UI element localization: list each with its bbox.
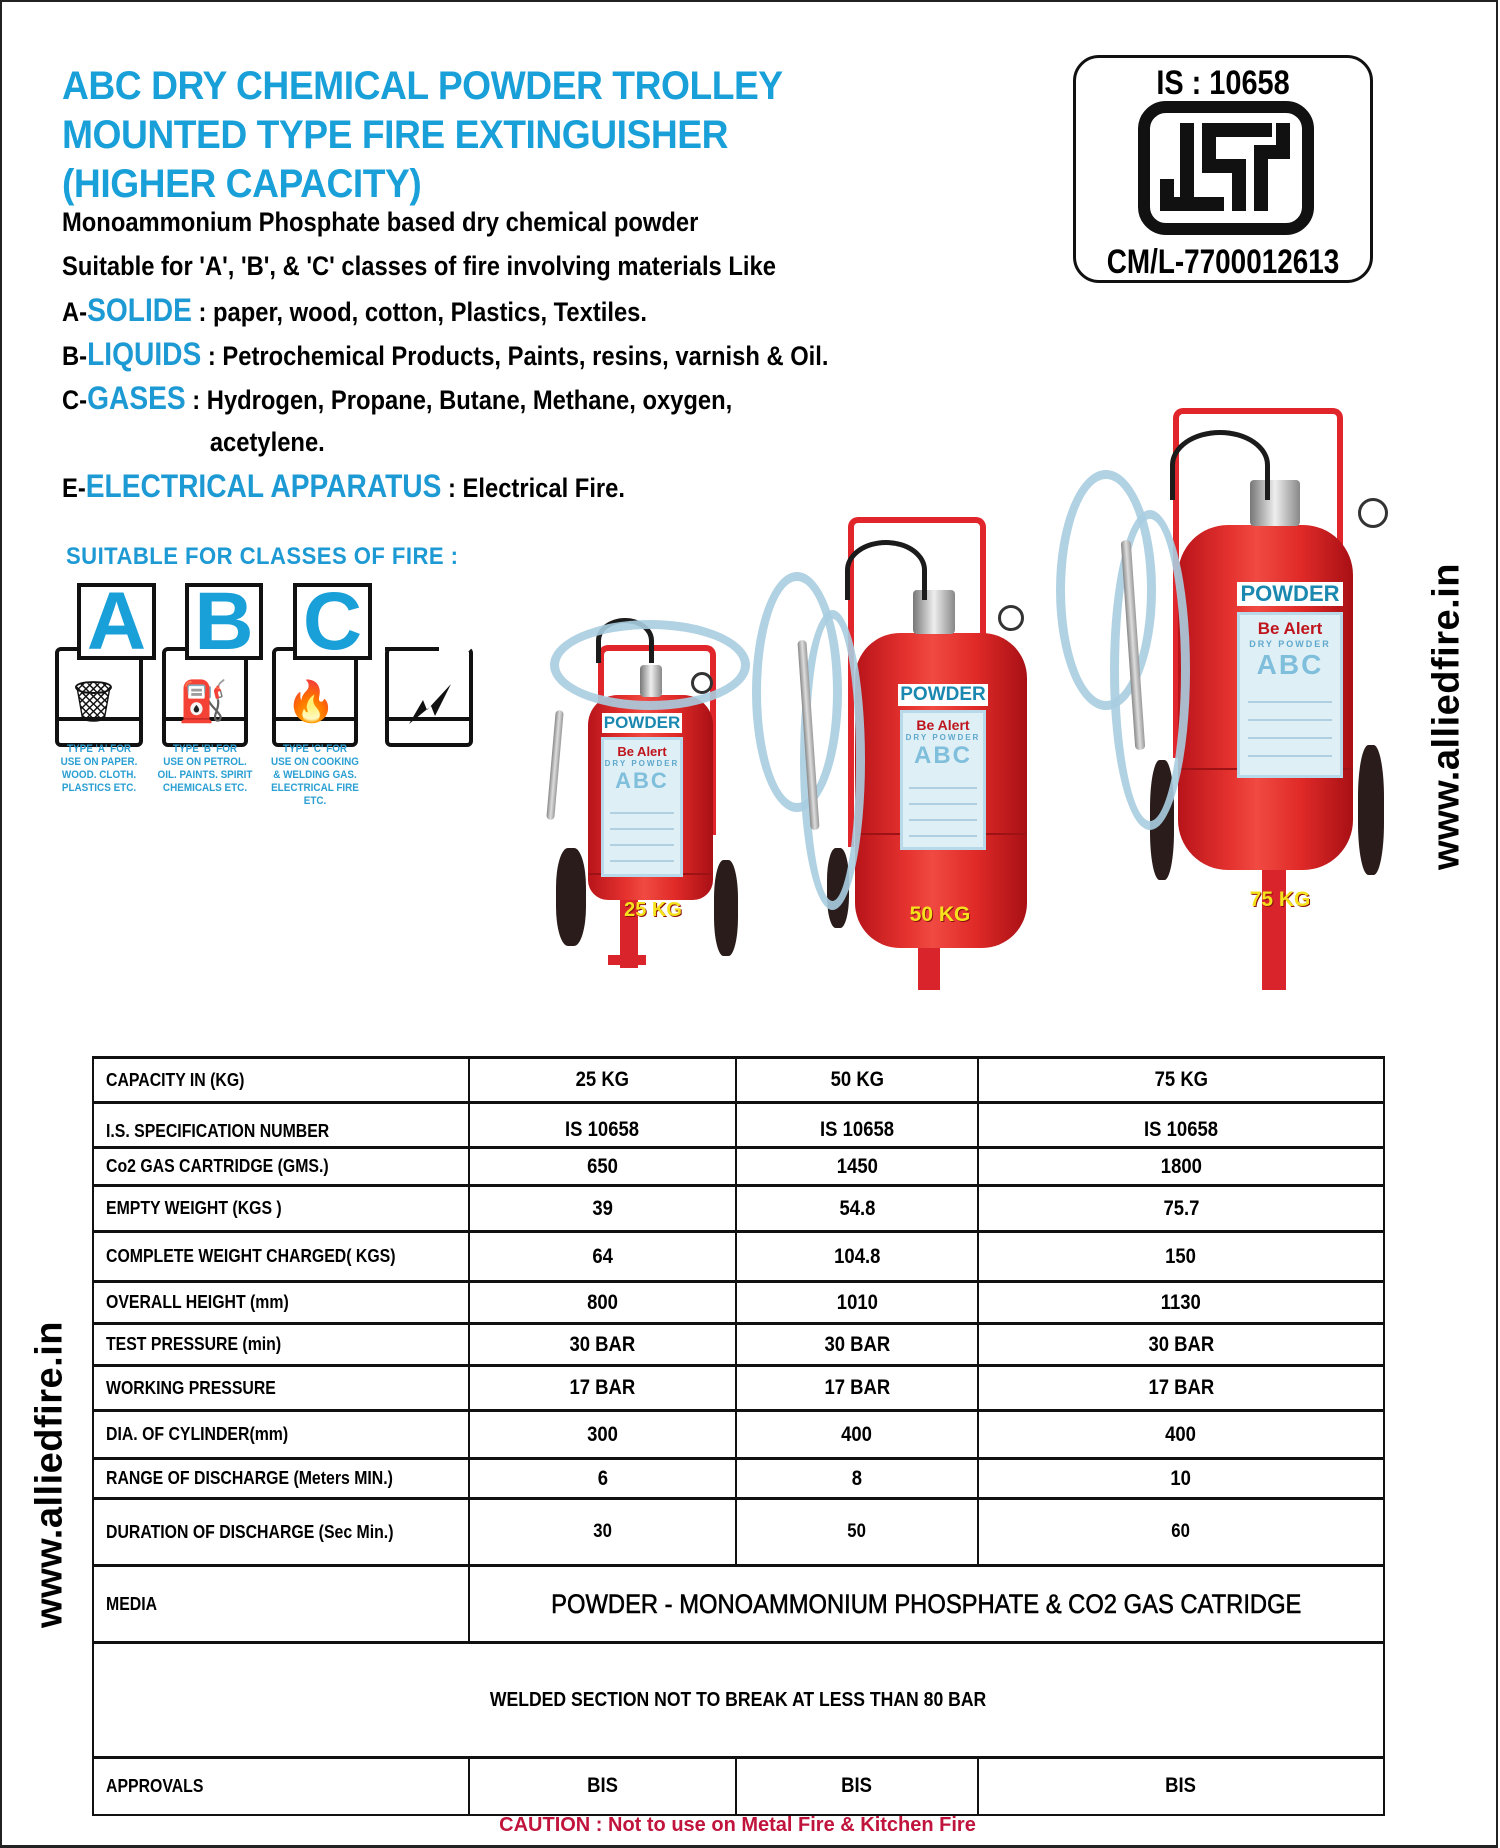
row-label: RANGE OF DISCHARGE (Meters MIN.) bbox=[93, 1459, 469, 1499]
sticker-classes: ABC bbox=[615, 768, 669, 793]
fire-classes-heading: SUITABLE FOR CLASSES OF FIRE : bbox=[66, 543, 459, 570]
row-label: I.S. SPECIFICATION NUMBER bbox=[93, 1103, 469, 1148]
solid-fire-icon: 🗑 bbox=[68, 680, 119, 724]
electrical-lightning-icon bbox=[405, 680, 455, 730]
page-title bbox=[62, 62, 783, 209]
sticker-brand: Be Alert bbox=[916, 717, 970, 733]
cell-25kg: 25 KG bbox=[469, 1058, 736, 1103]
cell-75kg: IS 10658 bbox=[978, 1103, 1384, 1148]
cell-75kg: 75 KG bbox=[978, 1058, 1384, 1103]
wheel-left bbox=[556, 848, 586, 946]
cell-75kg: 1130 bbox=[978, 1282, 1384, 1324]
cell-75kg: 1800 bbox=[978, 1148, 1384, 1186]
cell-75kg: 60 bbox=[978, 1499, 1384, 1566]
cell-50kg: 8 bbox=[736, 1459, 978, 1499]
class-e-line bbox=[62, 464, 828, 508]
welded-section-note: WELDED SECTION NOT TO BREAK AT LESS THAN 80 BAR bbox=[93, 1643, 1384, 1758]
cell-50kg: 50 KG bbox=[736, 1058, 978, 1103]
cell-25kg: 30 BAR bbox=[469, 1324, 736, 1366]
trolley-stand bbox=[1262, 860, 1286, 990]
class-materials: : Electrical Fire. bbox=[441, 473, 625, 503]
cell-50kg: 400 bbox=[736, 1411, 978, 1459]
website-url-right[interactable]: www.alliedfire.in bbox=[1425, 563, 1468, 870]
approvals-row bbox=[93, 1758, 1384, 1815]
table-row bbox=[93, 1499, 1384, 1566]
title-line-3: (HIGHER CAPACITY) bbox=[62, 162, 422, 206]
class-b-letter: B bbox=[185, 583, 263, 660]
class-c-letter: C bbox=[293, 583, 372, 660]
cell-50kg: 1450 bbox=[736, 1148, 978, 1186]
approvals-label: APPROVALS bbox=[93, 1758, 469, 1815]
cell-75kg: 10 bbox=[978, 1459, 1384, 1499]
table-row bbox=[93, 1366, 1384, 1411]
caption-line: USE ON COOKING bbox=[270, 756, 360, 768]
caption-line: OIL. PAINTS. SPIRIT bbox=[157, 769, 253, 781]
media-value: POWDER - MONOAMMONIUM PHOSPHATE & CO2 GAS CATRIDGE bbox=[469, 1566, 1384, 1643]
cell-75kg: 30 BAR bbox=[978, 1324, 1384, 1366]
caption-line: ELECTRICAL FIRE ETC. bbox=[271, 782, 359, 807]
table-row bbox=[93, 1282, 1384, 1324]
sticker-classes: ABC bbox=[1256, 649, 1324, 680]
caption-line: TYPE 'A' FOR bbox=[66, 743, 132, 755]
specification-table bbox=[92, 1056, 1385, 1816]
approval-50kg: BIS bbox=[736, 1758, 978, 1815]
cell-25kg: 6 bbox=[469, 1459, 736, 1499]
row-label: WORKING PRESSURE bbox=[93, 1366, 469, 1411]
sticker-type: DRY POWDER bbox=[905, 733, 981, 742]
cell-75kg: 17 BAR bbox=[978, 1366, 1384, 1411]
caption-line: PLASTICS ETC. bbox=[61, 782, 137, 794]
isi-certification-mark bbox=[1073, 55, 1373, 283]
cell-25kg: 17 BAR bbox=[469, 1366, 736, 1411]
caption-line: USE ON PAPER. bbox=[60, 756, 138, 768]
row-label: TEST PRESSURE (min) bbox=[93, 1324, 469, 1366]
description-line-2: Suitable for 'A', 'B', & 'C' classes of fire involving materials Like bbox=[62, 251, 776, 281]
table-row bbox=[93, 1232, 1384, 1282]
cell-25kg: 650 bbox=[469, 1148, 736, 1186]
approval-25kg: BIS bbox=[469, 1758, 736, 1815]
class-b-caption bbox=[151, 743, 259, 795]
table-row bbox=[93, 1459, 1384, 1499]
class-name: GASES bbox=[87, 380, 186, 416]
welded-note-row bbox=[93, 1643, 1384, 1758]
cell-25kg: 800 bbox=[469, 1282, 736, 1324]
isi-logo-icon bbox=[1138, 101, 1314, 235]
product-sticker bbox=[601, 737, 683, 877]
sticker-classes: ABC bbox=[914, 742, 972, 769]
cell-75kg: 75.7 bbox=[978, 1186, 1384, 1232]
caption-line: USE ON PETROL. bbox=[163, 756, 247, 768]
license-number: CM/L-7700012613 bbox=[1106, 243, 1340, 281]
class-prefix: E- bbox=[62, 473, 86, 503]
class-materials: : paper, wood, cotton, Plastics, Textiles. bbox=[191, 297, 647, 327]
electrical-frame-top bbox=[385, 647, 439, 651]
product-sticker bbox=[900, 710, 986, 850]
approval-75kg: BIS bbox=[978, 1758, 1384, 1815]
powder-label: POWDER bbox=[1237, 582, 1343, 606]
liquid-fire-icon: ⛽ bbox=[178, 680, 228, 724]
wheel-right bbox=[1358, 745, 1384, 875]
cell-50kg: 17 BAR bbox=[736, 1366, 978, 1411]
caption-line: WOOD. CLOTH. bbox=[61, 769, 137, 781]
gas-fire-icon: 🔥 bbox=[286, 680, 336, 724]
title-line-2: MOUNTED TYPE FIRE EXTINGUISHER bbox=[62, 113, 729, 157]
product-sticker bbox=[1237, 612, 1343, 778]
cell-25kg: 39 bbox=[469, 1186, 736, 1232]
caption-line: TYPE 'B' FOR bbox=[172, 743, 238, 755]
product-description bbox=[62, 200, 828, 508]
table-row bbox=[93, 1324, 1384, 1366]
capacity-label: 75 KG bbox=[1249, 888, 1311, 911]
table-row bbox=[93, 1058, 1384, 1103]
caution-note: CAUTION : Not to use on Metal Fire & Kitchen Fire bbox=[499, 1814, 976, 1836]
row-label: OVERALL HEIGHT (mm) bbox=[93, 1282, 469, 1324]
wheel-right bbox=[714, 860, 738, 956]
sticker-type: DRY POWDER bbox=[604, 759, 680, 768]
pressure-gauge-icon bbox=[1358, 498, 1388, 528]
class-prefix: A- bbox=[62, 297, 88, 327]
pressure-hose bbox=[1170, 430, 1270, 500]
class-c-line bbox=[62, 376, 828, 420]
pressure-gauge-icon bbox=[998, 605, 1024, 631]
cell-50kg: IS 10658 bbox=[736, 1103, 978, 1148]
class-c-caption bbox=[261, 743, 369, 808]
cell-75kg: 150 bbox=[978, 1232, 1384, 1282]
cell-50kg: 1010 bbox=[736, 1282, 978, 1324]
cell-50kg: 30 BAR bbox=[736, 1324, 978, 1366]
row-label: Co2 GAS CARTRIDGE (GMS.) bbox=[93, 1148, 469, 1186]
caption-line: CHEMICALS ETC. bbox=[162, 782, 248, 794]
cell-50kg: 54.8 bbox=[736, 1186, 978, 1232]
class-name: SOLIDE bbox=[87, 292, 192, 328]
capacity-label: 25 KG bbox=[624, 899, 682, 921]
cell-25kg: 300 bbox=[469, 1411, 736, 1459]
powder-label: POWDER bbox=[603, 713, 681, 732]
capacity-label: 50 KG bbox=[909, 903, 971, 926]
table-row bbox=[93, 1148, 1384, 1186]
cell-25kg: 30 bbox=[469, 1499, 736, 1566]
caption-line: & WELDING GAS. bbox=[273, 769, 357, 781]
cell-50kg: 50 bbox=[736, 1499, 978, 1566]
powder-label: POWDER bbox=[898, 684, 988, 706]
class-materials: : Petrochemical Products, Paints, resins, varnish & Oil. bbox=[201, 341, 829, 371]
row-label: DURATION OF DISCHARGE (Sec Min.) bbox=[93, 1499, 469, 1566]
website-url-left[interactable]: www.alliedfire.in bbox=[28, 1321, 71, 1628]
class-materials: : Hydrogen, Propane, Butane, Methane, oxygen, bbox=[185, 385, 733, 415]
sticker-brand: Be Alert bbox=[1257, 619, 1323, 638]
row-label: EMPTY WEIGHT (KGS ) bbox=[93, 1186, 469, 1232]
class-name: LIQUIDS bbox=[87, 336, 202, 372]
row-label: DIA. OF CYLINDER(mm) bbox=[93, 1411, 469, 1459]
row-label: CAPACITY IN (KG) bbox=[93, 1058, 469, 1103]
sticker-type: DRY POWDER bbox=[1249, 639, 1331, 649]
sticker-brand: Be Alert bbox=[617, 744, 667, 759]
caption-line: TYPE 'C' FOR bbox=[282, 743, 348, 755]
standard-number: IS : 10658 bbox=[1156, 64, 1290, 102]
row-label: COMPLETE WEIGHT CHARGED( KGS) bbox=[93, 1232, 469, 1282]
title-line-1: ABC DRY CHEMICAL POWDER TROLLEY bbox=[62, 64, 783, 108]
class-a-caption bbox=[45, 743, 153, 795]
class-a-line bbox=[62, 288, 828, 332]
class-c-continuation: acetylene. bbox=[209, 427, 325, 457]
cell-50kg: 104.8 bbox=[736, 1232, 978, 1282]
pressure-hose bbox=[845, 540, 927, 600]
table-row bbox=[93, 1103, 1384, 1148]
class-prefix: B- bbox=[62, 341, 88, 371]
table-row bbox=[93, 1186, 1384, 1232]
media-label: MEDIA bbox=[93, 1566, 469, 1643]
class-a-letter: A bbox=[77, 583, 156, 660]
discharge-hose-coil bbox=[550, 620, 750, 710]
cell-25kg: 64 bbox=[469, 1232, 736, 1282]
class-prefix: C- bbox=[62, 385, 88, 415]
class-b-line bbox=[62, 332, 828, 376]
cell-25kg: IS 10658 bbox=[469, 1103, 736, 1148]
cell-75kg: 400 bbox=[978, 1411, 1384, 1459]
stand-foot bbox=[608, 955, 646, 965]
description-line-1: Monoammonium Phosphate based dry chemical powder bbox=[62, 207, 699, 237]
media-row bbox=[93, 1566, 1384, 1643]
table-row bbox=[93, 1411, 1384, 1459]
class-name: ELECTRICAL APPARATUS bbox=[85, 468, 442, 504]
